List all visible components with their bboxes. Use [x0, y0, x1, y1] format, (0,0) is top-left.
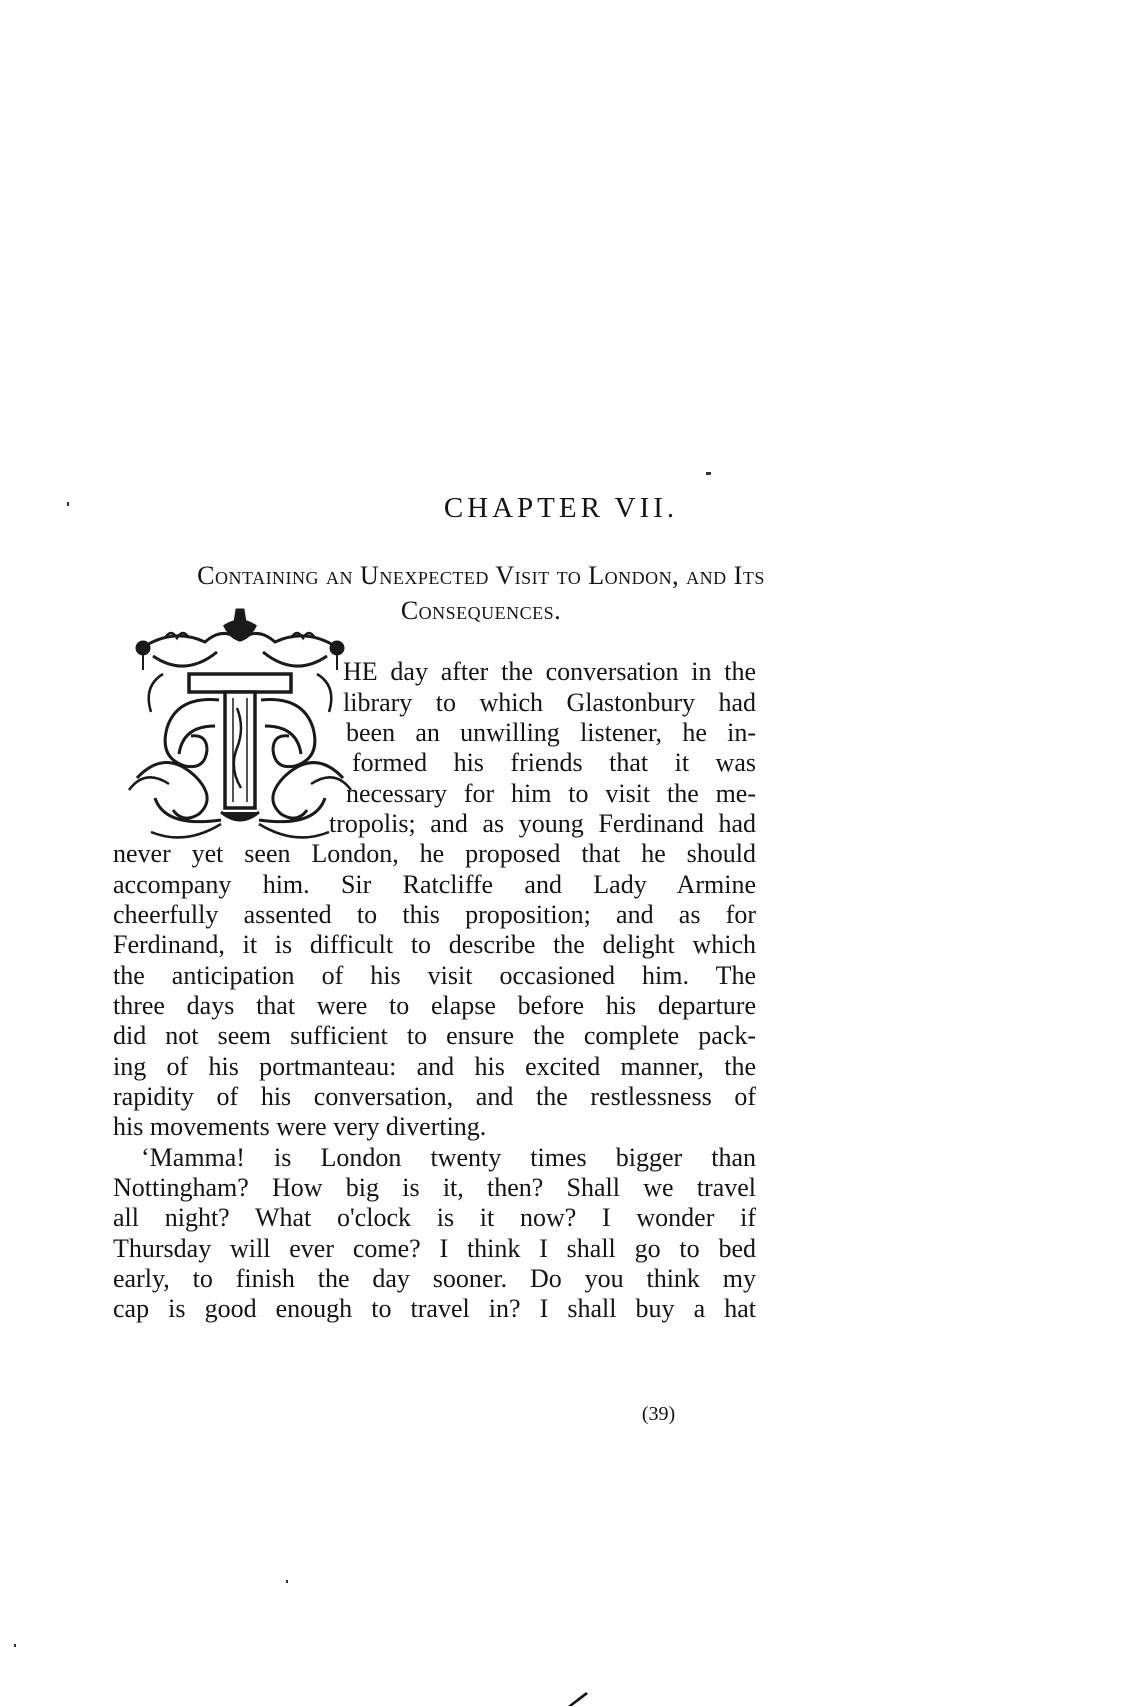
text-line: early, to finish the day sooner. Do you think my — [113, 1264, 756, 1293]
text-line: tropolis; and as young Ferdinand had — [329, 809, 756, 838]
page-number: (39) — [641, 1403, 676, 1425]
text-line: been an unwilling listener, he in- — [346, 718, 756, 747]
text-line: did not seem sufficient to ensure the complete pack- — [113, 1021, 756, 1050]
scan-mark — [566, 1690, 590, 1707]
text-line: three days that were to elapse before his departure — [113, 991, 756, 1020]
text-line: necessary for him to visit the me- — [346, 779, 756, 808]
text-line: cap is good enough to travel in? I shall buy a hat — [113, 1294, 756, 1323]
scan-speck — [286, 1580, 288, 1583]
text-line: all night? What o'clock is it now? I wonder if — [113, 1203, 756, 1232]
text-line: ing of his portmanteau: and his excited manner, the — [113, 1052, 756, 1081]
scan-speck — [706, 472, 711, 475]
text-line: Nottingham? How big is it, then? Shall we travel — [113, 1173, 756, 1202]
ornamental-drop-cap-t — [125, 608, 355, 840]
chapter-subtitle-line-2: Consequences. — [400, 596, 562, 625]
text-line: cheerfully assented to this proposition; and as for — [113, 900, 756, 929]
text-line: HE day after the conversation in the — [343, 657, 756, 686]
chapter-heading: CHAPTER VII. — [443, 492, 679, 524]
chapter-subtitle-line-1: Containing an Unexpected Visit to London, and Its — [197, 561, 765, 590]
text-line: library to which Glastonbury had — [343, 688, 756, 717]
text-line: accompany him. Sir Ratcliffe and Lady Armine — [113, 870, 756, 899]
text-line: ‘Mamma! is London twenty times bigger than — [141, 1143, 756, 1172]
text-line: Ferdinand, it is difficult to describe the delight which — [113, 930, 756, 959]
text-line: his movements were very diverting. — [113, 1112, 487, 1141]
text-line: rapidity of his conversation, and the restlessness of — [113, 1082, 756, 1111]
scan-speck — [67, 502, 69, 506]
text-line: never yet seen London, he proposed that he should — [113, 839, 756, 868]
scan-speck — [14, 1644, 16, 1647]
text-line: formed his friends that it was — [352, 748, 756, 777]
text-line: Thursday will ever come? I think I shall go to bed — [113, 1234, 756, 1263]
text-line: the anticipation of his visit occasioned him. The — [113, 961, 756, 990]
